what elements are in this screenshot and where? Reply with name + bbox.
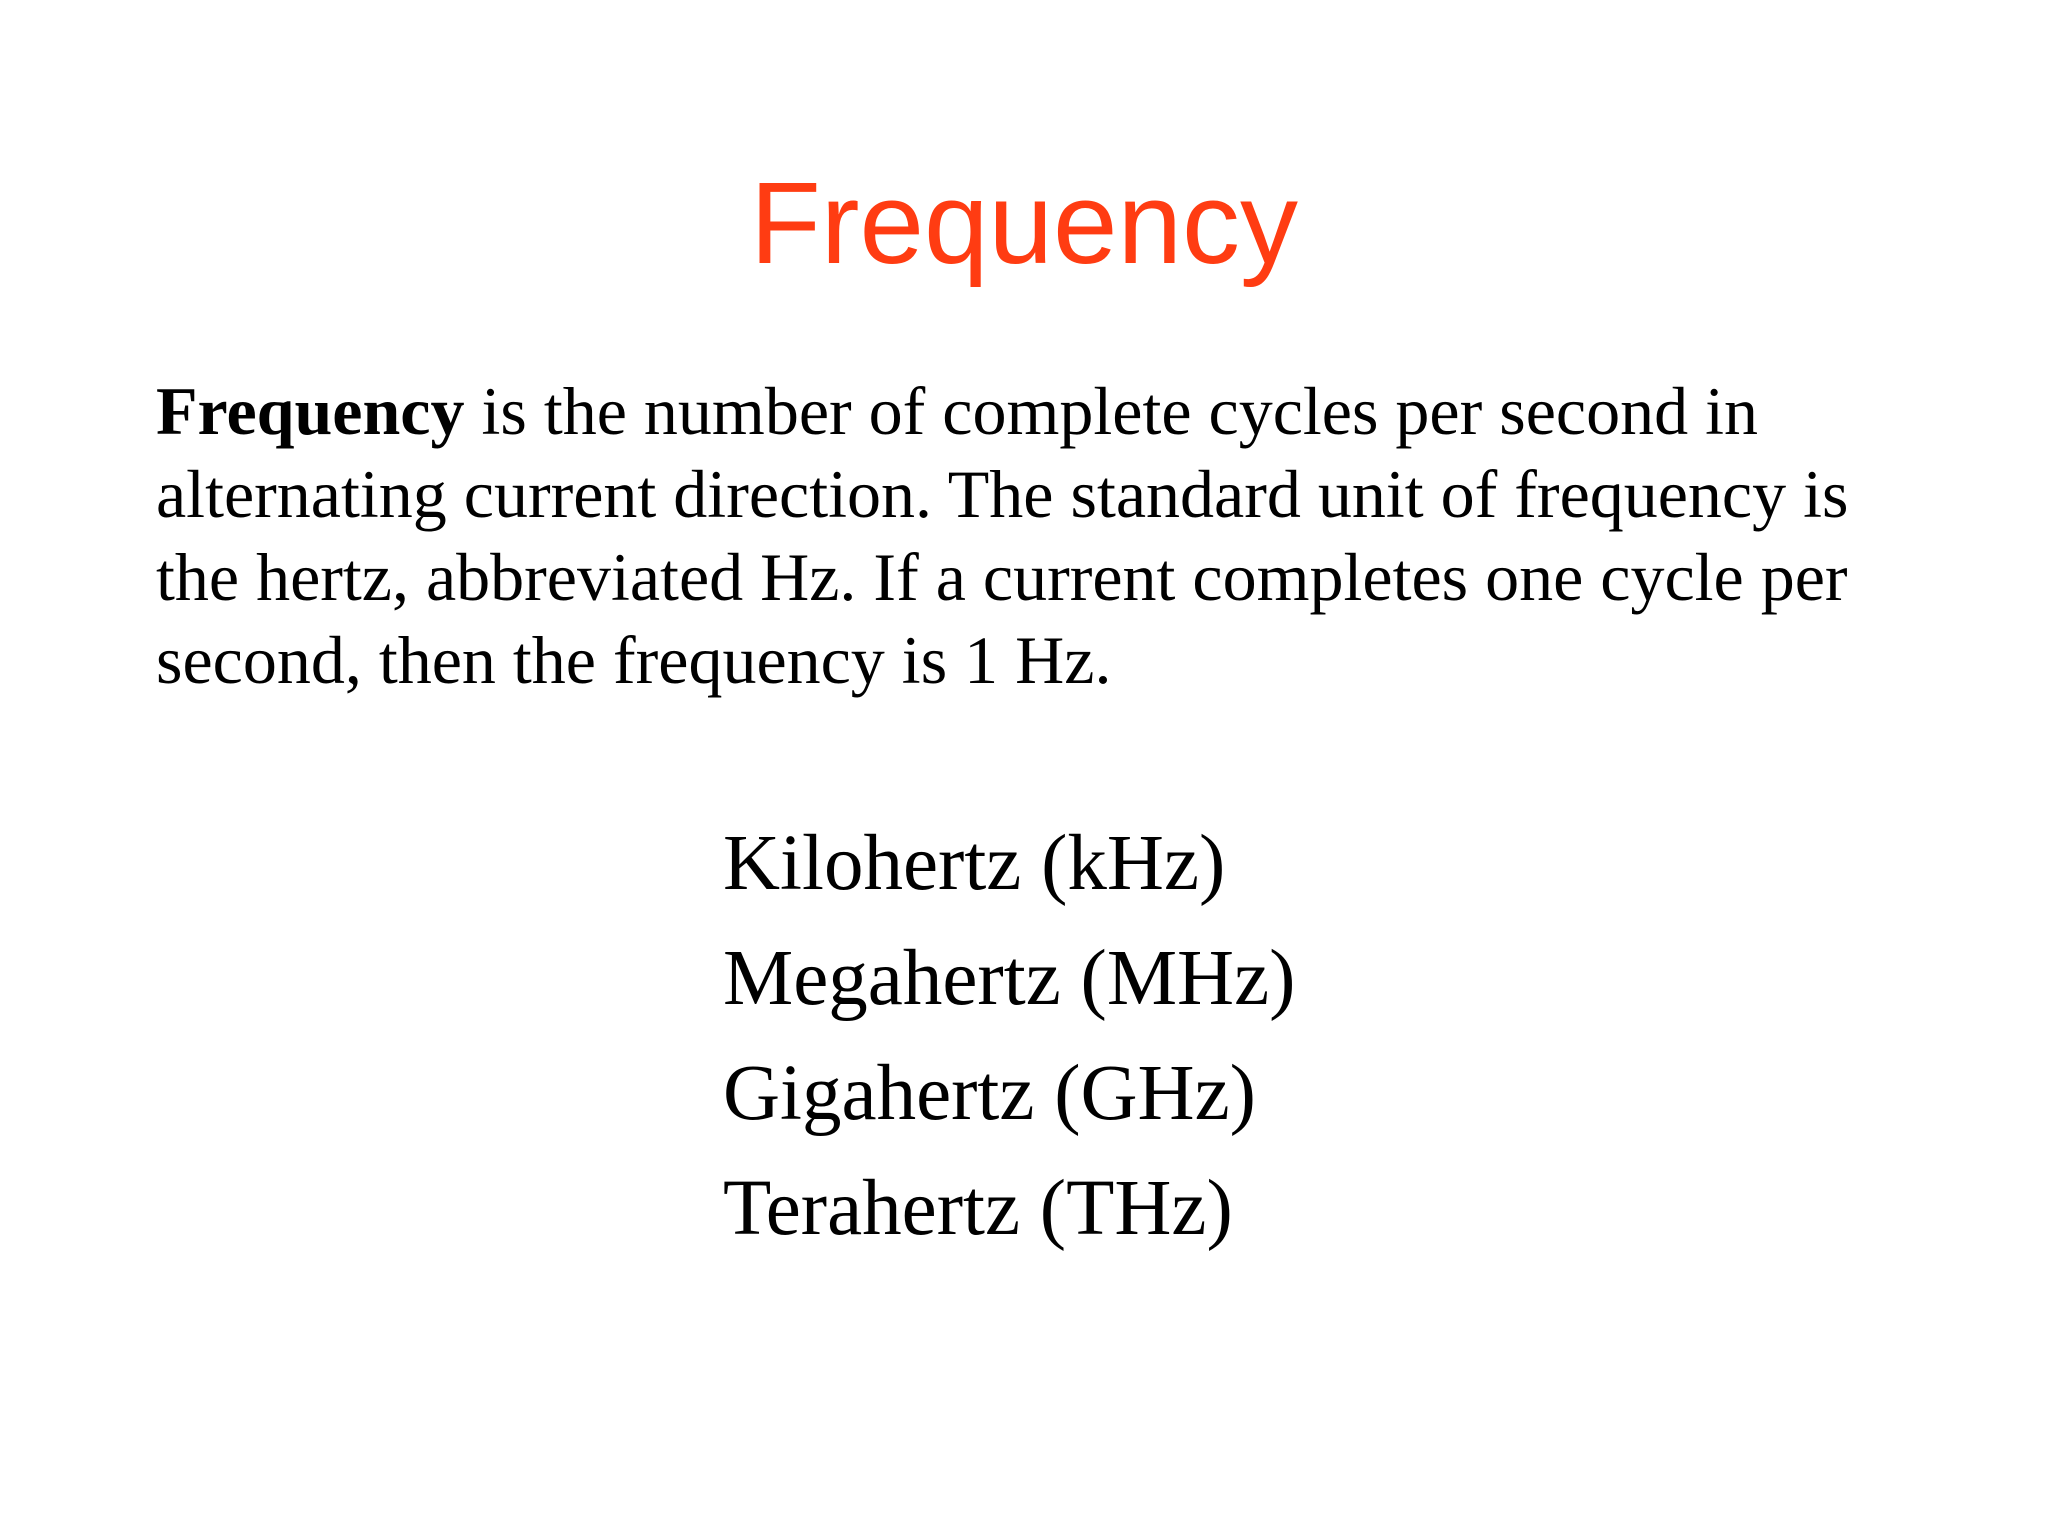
slide-title: Frequency — [749, 158, 1299, 288]
definition-text: is the number of complete cycles per second in alternating current direction. The standard unit of frequency is the hertz, abbreviated Hz. If a current completes one cycle per second, then the frequency is 1 Hz. — [156, 373, 1849, 698]
unit-item-ghz: Gigahertz (GHz) — [723, 1050, 1256, 1137]
definition-term: Frequency — [156, 373, 465, 449]
unit-item-thz: Terahertz (THz) — [723, 1165, 1233, 1252]
definition-paragraph — [156, 370, 1916, 702]
unit-item-khz: Kilohertz (kHz) — [723, 820, 1226, 907]
unit-item-mhz: Megahertz (MHz) — [723, 935, 1296, 1022]
unit-list — [723, 806, 1295, 1266]
